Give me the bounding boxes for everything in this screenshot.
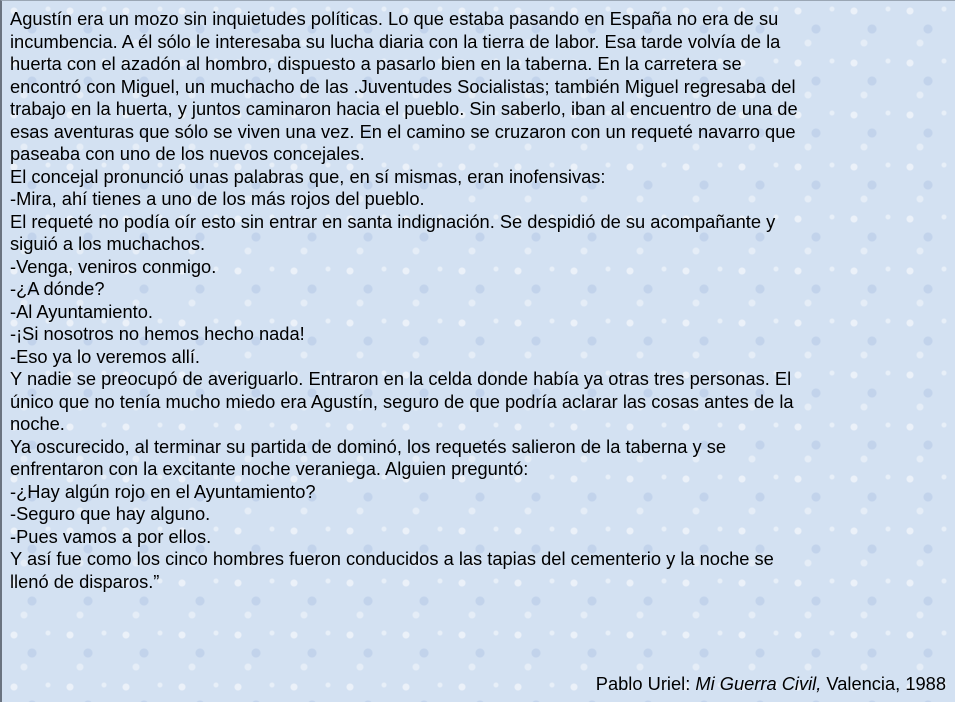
text-line: -¿A dónde? [10,278,105,299]
text-line: siguió a los muchachos. [10,233,206,254]
text-line: trabajo en la huerta, y juntos caminaron hacia el pueblo. Sin saberlo, iban al encuentro de una de [10,98,798,119]
text-line: encontró con Miguel, un muchacho de las .Juventudes Socialistas; también Miguel regresaba del [10,75,796,97]
text-line: -¿Hay algún rojo en el Ayuntamiento? [10,480,316,502]
text-line: -Mira, ahí tienes a uno de los más rojos del pueblo. [10,188,425,209]
text-line: paseaba con uno de los nuevos concejales. [10,143,365,164]
text-line: noche. [10,413,65,434]
citation-author: Pablo Uriel: [595,673,696,694]
citation [596,673,946,695]
text-line: llenó de disparos.” [10,570,160,592]
text-line: enfrentaron con la excitante noche veraniega. Alguien preguntó: [10,458,529,479]
text-line: -Eso ya lo veremos allí. [10,345,200,367]
text-line: incumbencia. A él sólo le interesaba su lucha diaria con la tierra de labor. Esa tarde volvía de la [10,30,781,52]
text-line: Agustín era un mozo sin inquietudes políticas. Lo que estaba pasando en España no era de su [10,8,779,29]
quote-text [10,8,950,593]
text-line: huerta con el azadón al hombro, dispuesto a pasarlo bien en la taberna. En la carretera se [10,53,742,74]
text-line: -¡Si nosotros no hemos hecho nada! [10,323,305,344]
text-line: único que no tenía mucho miedo era Agustín, seguro de que podría aclarar las cosas antes de la [10,390,794,412]
text-line: El concejal pronunció unas palabras que, en sí mismas, eran inofensivas: [10,165,606,187]
text-line: -Venga, veniros conmigo. [10,255,217,277]
text-line: El requeté no podía oír esto sin entrar en santa indignación. Se despidió de su acompañante y [10,210,776,232]
citation-book-title: Mi Guerra Civil, [695,673,822,694]
text-line: -Seguro que hay alguno. [10,503,211,524]
text-line: -Pues vamos a por ellos. [10,525,212,547]
citation-place-year: Valencia, 1988 [821,673,946,694]
text-line: esas aventuras que sólo se viven una vez. En el camino se cruzaron con un requeté navarro que [10,120,796,142]
text-line: Y nadie se preocupó de averiguarlo. Entraron en la celda donde había ya otras tres personas. El [10,368,792,389]
text-line: Ya oscurecido, al terminar su partida de dominó, los requetés salieron de la taberna y se [10,435,727,457]
text-line: -Al Ayuntamiento. [10,300,153,322]
text-line: Y así fue como los cinco hombres fueron conducidos a las tapias del cementerio y la noche se [10,548,774,569]
